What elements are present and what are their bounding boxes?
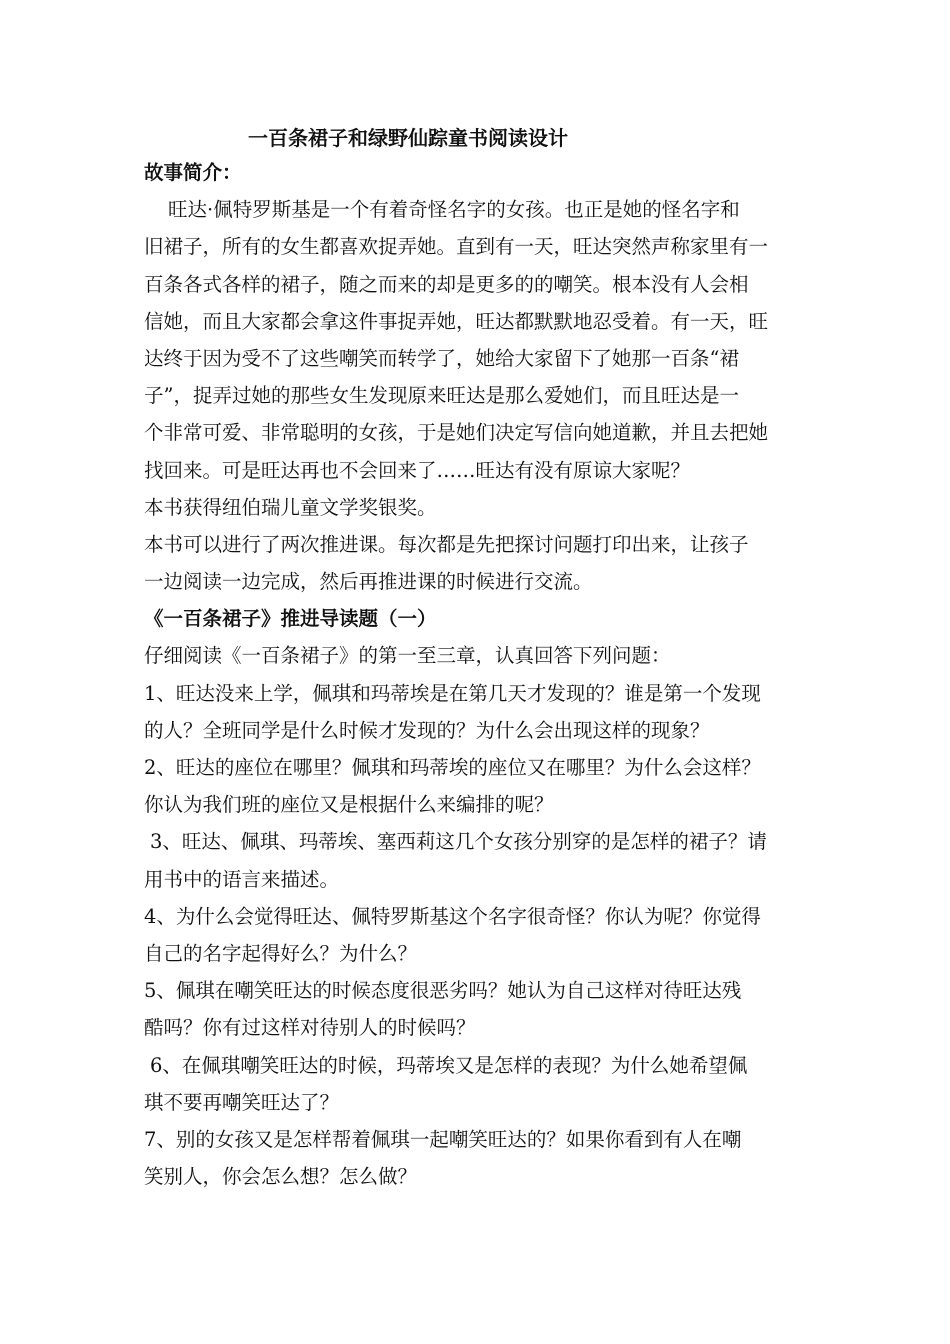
question-line: 6、在佩琪嘲笑旺达的时候，玛蒂埃又是怎样的表现？为什么她希望佩 (150, 1053, 748, 1077)
question-line: 琪不要再嘲笑旺达了？ (144, 1090, 340, 1114)
method-line: 本书可以进行了两次推进课。每次都是先把探讨问题打印出来，让孩子 (144, 532, 749, 556)
intro-line: 信她，而且大家都会拿这件事捉弄她，旺达都默默地忍受着。有一天，旺 (144, 309, 769, 333)
award-line: 本书获得纽伯瑞儿童文学奖银奖。 (144, 495, 437, 519)
document-title: 一百条裙子和绿野仙踪童书阅读设计 (248, 126, 568, 150)
question-line: 2、旺达的座位在哪里？佩琪和玛蒂埃的座位又在哪里？为什么会这样？ (144, 756, 761, 779)
intro-line: 子”，捉弄过她的那些女生发现原来旺达是那么爱她们，而且旺达是一 (144, 384, 739, 408)
intro-line: 旺达·佩特罗斯基是一个有着奇怪名字的女孩。也正是她的怪名字和 (168, 198, 740, 222)
intro-line: 达终于因为受不了这些嘲笑而转学了，她给大家留下了她那一百条“裙 (144, 346, 739, 370)
question-line: 5、佩琪在嘲笑旺达的时候态度很恶劣吗？她认为自己这样对待旺达残 (144, 979, 742, 1003)
question-line: 你认为我们班的座位又是根据什么来编排的呢？ (144, 793, 554, 817)
question-line: 4、为什么会觉得旺达、佩特罗斯基这个名字很奇怪？你认为呢？你觉得 (144, 904, 761, 928)
question-line: 的人？全班同学是什么时候才发现的？为什么会出现这样的现象？ (144, 718, 710, 742)
intro-line: 百条各式各样的裙子，随之而来的却是更多的的嘲笑。根本没有人会相 (144, 272, 749, 296)
intro-line: 找回来。可是旺达再也不会回来了……旺达有没有原谅大家呢？ (144, 458, 691, 482)
section-instruction: 仔细阅读《一百条裙子》的第一至三章，认真回答下列问题： (144, 644, 671, 668)
document-body (144, 154, 824, 1195)
intro-line: 旧裙子，所有的女生都喜欢捉弄她。直到有一天，旺达突然声称家里有一 (144, 235, 769, 259)
question-line: 1、旺达没来上学，佩琪和玛蒂埃是在第几天才发现的？谁是第一个发现 (144, 681, 761, 705)
method-line: 一边阅读一边完成，然后再推进课的时候进行交流。 (144, 570, 593, 594)
intro-line: 个非常可爱、非常聪明的女孩，于是她们决定写信向她道歉，并且去把她 (144, 421, 769, 445)
question-line: 酷吗？你有过这样对待别人的时候吗？ (144, 1016, 476, 1040)
question-line: 自己的名字起得好么？为什么？ (144, 941, 418, 965)
question-line: 笑别人，你会怎么想？怎么做？ (144, 1165, 418, 1189)
question-line: 用书中的语言来描述。 (144, 867, 340, 891)
question-line: 3、旺达、佩琪、玛蒂埃、塞西莉这几个女孩分别穿的是怎样的裙子？请 (150, 830, 767, 854)
question-line: 7、别的女孩又是怎样帮着佩琪一起嘲笑旺达的？如果你看到有人在嘲 (144, 1127, 742, 1151)
intro-heading: 故事简介： (144, 161, 242, 184)
section-heading: 《一百条裙子》推进导读题（一） (144, 607, 437, 631)
